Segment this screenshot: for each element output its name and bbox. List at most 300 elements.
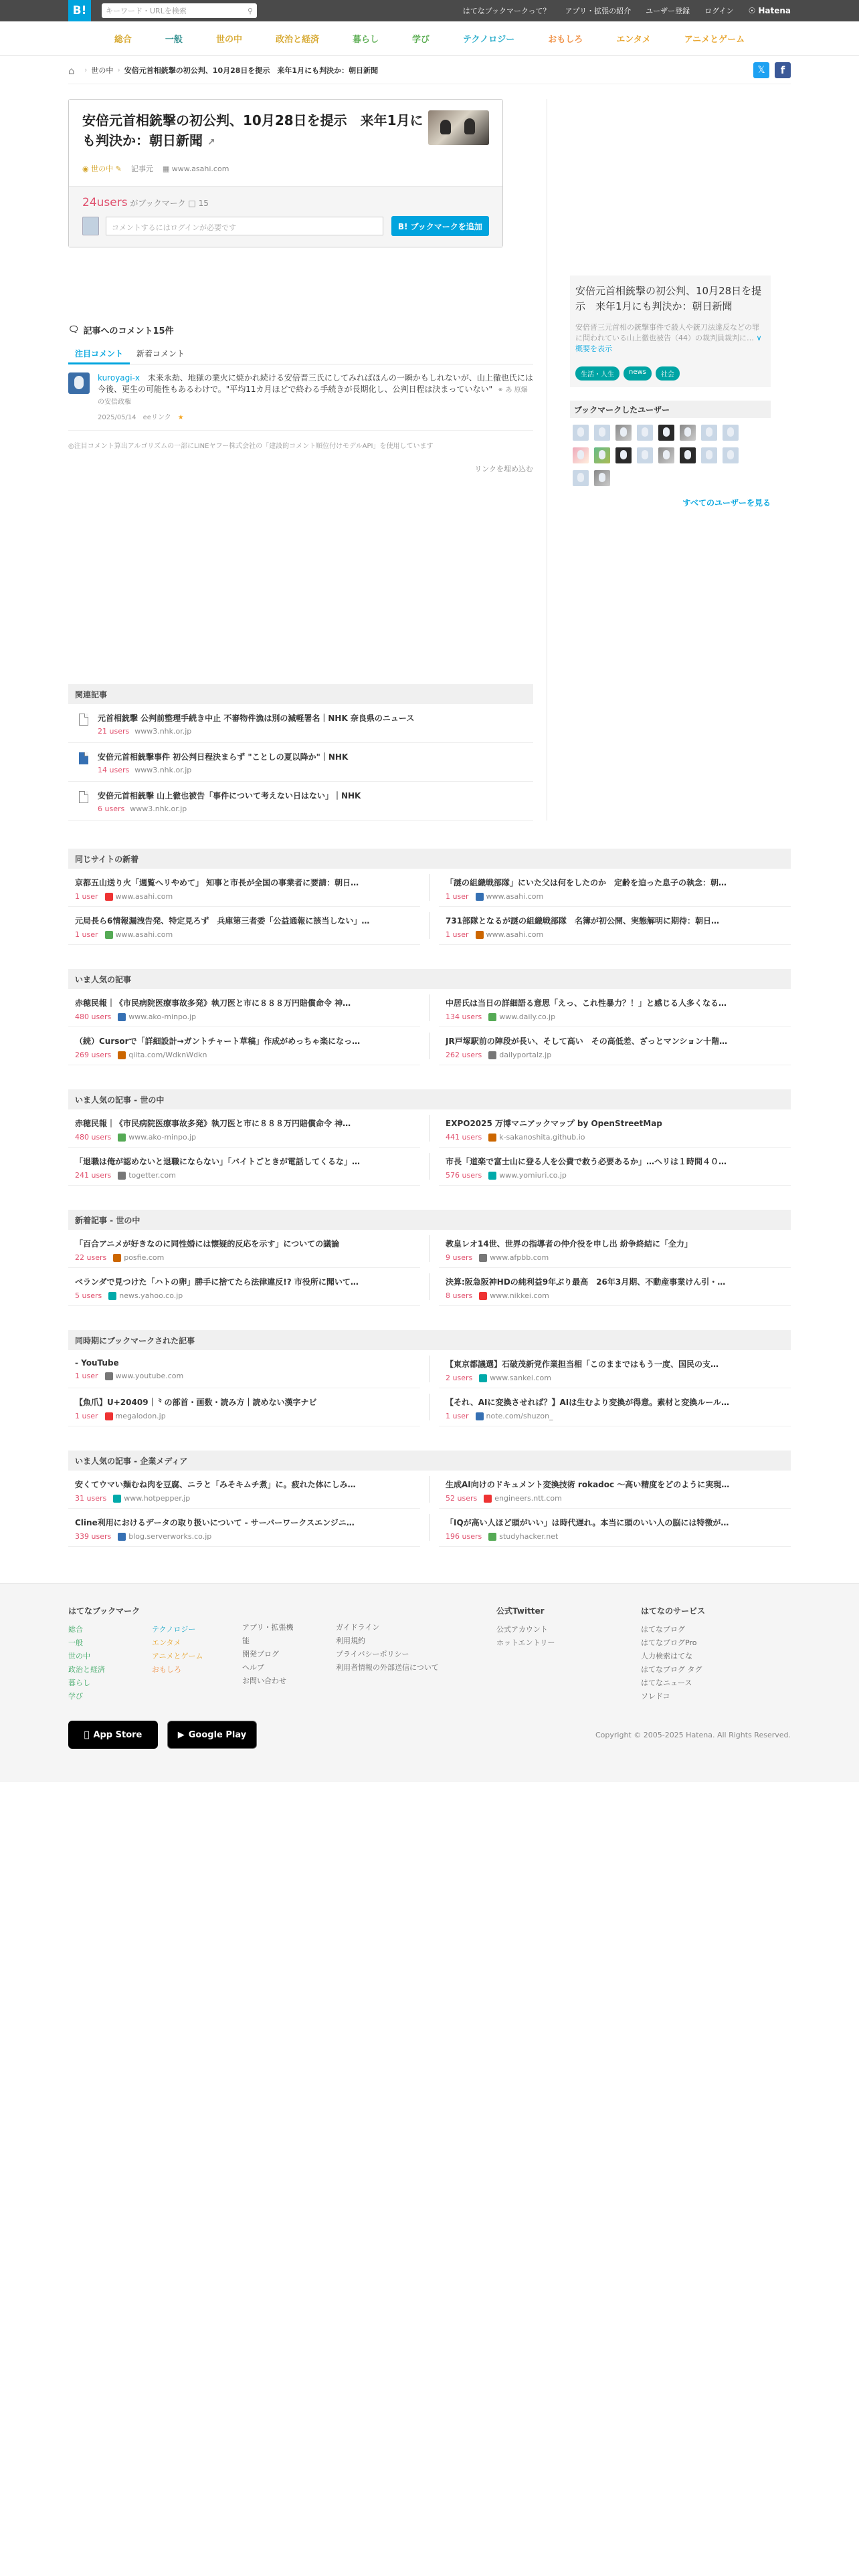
section-heading: いま人気の記事 - 企業メディア (68, 1451, 791, 1471)
nav-item-5[interactable]: 学び (411, 35, 430, 45)
article-domain[interactable]: www.ako-minpo.jp (128, 1133, 197, 1142)
user-avatar-icon[interactable] (594, 470, 610, 486)
favicon-icon (108, 1292, 116, 1300)
article-domain[interactable]: qiita.com/WdknWdkn (128, 1051, 207, 1059)
article-sub (446, 1291, 784, 1300)
article-item[interactable] (439, 1268, 791, 1306)
article-sub (75, 1012, 413, 1021)
article-item[interactable] (439, 1027, 791, 1065)
article-sub (446, 1171, 784, 1180)
nav-item-7[interactable]: おもしろ (548, 35, 583, 45)
article-domain[interactable]: k-sakanoshita.github.io (499, 1133, 585, 1142)
article-domain[interactable]: note.com/shuzon_ (486, 1412, 553, 1420)
section-heading: いま人気の記事 (68, 969, 791, 989)
section-grid (68, 1230, 791, 1306)
article-domain[interactable]: engineers.ntt.com (494, 1494, 562, 1503)
article-users[interactable]: 480 users (75, 1133, 112, 1142)
footer-link[interactable]: おもしろ (152, 1665, 181, 1674)
related-sub (98, 804, 361, 813)
footer-link[interactable]: はてなニュース (641, 1679, 692, 1687)
article-title[interactable]: ベランダで見つけた「ハトの卵」勝手に捨てたら法律違反!? 市役所に聞いて… (75, 1277, 359, 1287)
article-title[interactable]: 赤穂民報｜《市民病院医療事故多発》執刀医と市に８８８万円賠償命令 神… (75, 1119, 351, 1128)
comment-input[interactable]: コメントするにはログインが必要です (106, 217, 383, 235)
related-title[interactable]: 安倍元首相銃撃 山上徹也被告「事件について考えない日はない」｜NHK (98, 791, 361, 800)
article-domain[interactable]: www.asahi.com (115, 930, 173, 939)
related-domain[interactable]: www3.nhk.or.jp (134, 727, 192, 736)
sidebar-entry-desc: 安倍晋三元首相の銃撃事件で殺人や銃刀法違反などの罪に問われている山上徹也被告（44）の裁判員裁判に… ∨ 概要を表示 (575, 323, 762, 353)
nav-item-6[interactable]: テクノロジー (463, 35, 515, 45)
footer-link[interactable]: はてなブログ (641, 1625, 685, 1634)
footer (0, 1583, 859, 1782)
sidebar (570, 99, 771, 821)
related-title[interactable]: 元首相銃撃 公判前整理手続き中止 不審物件漁は別の減軽署名｜NHK 奈良県のニュース (98, 714, 415, 723)
article-users[interactable]: 2 users (446, 1374, 473, 1382)
article-title[interactable]: （続）Cursorで「詳細設計→ガントチャート草稿」作成がめっちゃ楽になっ… (75, 1037, 361, 1046)
article-users[interactable]: 5 users (75, 1291, 102, 1300)
article-users[interactable]: 1 user (446, 930, 469, 939)
article-title[interactable]: 【東京都議選】石破茂新党作業担当相「このままではもう一度、国民の支… (446, 1360, 719, 1369)
article-sub (75, 1291, 413, 1300)
footer-link[interactable]: 政治と経済 (68, 1665, 105, 1674)
article-users[interactable]: 1 user (446, 1412, 469, 1420)
comment-date[interactable]: 2025/05/14 (98, 414, 136, 421)
external-link-icon[interactable]: ↗ (207, 137, 215, 148)
section-block (68, 969, 791, 1065)
article-domain[interactable]: www.asahi.com (486, 930, 544, 939)
article-sub (446, 1494, 784, 1503)
user-avatar-icon[interactable] (594, 425, 610, 441)
article-users[interactable]: 1 user (75, 1372, 98, 1380)
search-placeholder: キーワード・URLを検索 (106, 7, 187, 15)
article-users[interactable]: 52 users (446, 1494, 478, 1503)
tab-new[interactable]: 新着コメント (136, 349, 185, 358)
article-users[interactable]: 262 users (446, 1051, 482, 1059)
article-domain[interactable]: blog.serverworks.co.jp (128, 1532, 212, 1541)
app-store-button[interactable]: App Store (68, 1721, 158, 1749)
footer-link[interactable]: お問い合わせ (242, 1677, 286, 1685)
favicon-icon (476, 893, 484, 901)
entry-box (68, 99, 503, 247)
user-avatar-icon[interactable] (658, 425, 674, 441)
document-icon (79, 714, 88, 726)
tag-pill[interactable]: 生活・人生 (575, 366, 619, 381)
register-link[interactable]: ユーザー登録 (646, 7, 690, 15)
nav-item-1[interactable]: 一般 (165, 35, 183, 45)
related-domain[interactable]: www3.nhk.or.jp (134, 766, 192, 774)
add-bookmark-button[interactable]: B! ブックマークを追加 (391, 216, 489, 236)
article-title[interactable]: JR戸塚駅前の陣段が長い、そして高い その高低差、ざっとマンション十階… (446, 1037, 728, 1046)
entry-thumbnail[interactable] (428, 110, 489, 145)
user-avatar-icon[interactable] (594, 447, 610, 463)
article-item[interactable] (68, 1230, 420, 1268)
entry-domain[interactable]: ▦ www.asahi.com (162, 164, 229, 173)
show-summary-link[interactable]: ∨ 概要を表示 (575, 334, 762, 353)
footer-link[interactable]: 世の中 (68, 1652, 90, 1660)
article-users[interactable]: 441 users (446, 1133, 482, 1142)
home-icon[interactable]: ⌂ (68, 64, 75, 77)
user-avatar-icon[interactable] (680, 425, 696, 441)
article-users[interactable]: 8 users (446, 1291, 473, 1300)
user-avatar-icon[interactable] (723, 447, 739, 463)
related-title[interactable]: 安倍元首相銃撃事件 初公判日程決まらず "ことしの夏以降か"｜NHK (98, 752, 349, 762)
user-avatar-icon[interactable] (701, 425, 717, 441)
article-title[interactable]: 【それ、AIに変換させれば？】AIは生むより変換が得意。素材と変換ルール… (446, 1398, 729, 1407)
article-item[interactable] (68, 1148, 420, 1186)
article-domain[interactable]: www.asahi.com (486, 892, 544, 901)
share-buttons (753, 62, 791, 78)
favicon-icon (488, 1051, 496, 1059)
article-domain[interactable]: www.yomiuri.co.jp (499, 1171, 567, 1180)
footer-link[interactable]: 利用規約 (336, 1636, 365, 1645)
google-play-button[interactable]: ▶ Google Play (167, 1721, 257, 1749)
article-sub (446, 1051, 784, 1059)
related-domain[interactable]: www3.nhk.or.jp (130, 804, 187, 813)
section-grid (68, 989, 791, 1065)
facebook-share-icon[interactable]: f (775, 62, 791, 78)
breadcrumb-title: 安倍元首相銃撃の初公判、10月28日を提示 来年1月にも判決か：朝日新聞 (124, 66, 379, 75)
article-users[interactable]: 1 user (446, 892, 469, 901)
section-block (68, 849, 791, 945)
article-item[interactable] (68, 1109, 420, 1148)
user-avatar-icon[interactable] (637, 425, 653, 441)
footer-link[interactable]: 公式アカウント (496, 1625, 548, 1634)
article-title[interactable]: 教皇レオ14世、世界の指導者の仲介役を申し出 紛争終結に「全力」 (446, 1239, 692, 1249)
sidebar-entry-title[interactable]: 安倍元首相銃撃の初公判、10月28日を提示 来年1月にも判決か：朝日新聞 (575, 285, 762, 312)
article-domain[interactable]: dailyportalz.jp (499, 1051, 552, 1059)
article-sub (446, 1133, 784, 1142)
user-avatar-icon[interactable] (680, 447, 696, 463)
article-sub (75, 1532, 413, 1541)
entry-category[interactable]: ◉ 世の中 ✎ (82, 165, 122, 173)
favicon-icon (118, 1013, 126, 1021)
article-item[interactable] (68, 989, 420, 1027)
footer-link[interactable]: 利用者情報の外部送信について (336, 1663, 439, 1672)
article-item[interactable] (439, 869, 791, 907)
about-link[interactable]: はてなブックマークって？ (462, 7, 551, 15)
favicon-icon (488, 1013, 496, 1021)
article-sub (75, 1051, 413, 1059)
article-domain[interactable]: www.ako-minpo.jp (128, 1012, 197, 1021)
footer-link[interactable]: プライバシーポリシー (336, 1650, 409, 1658)
user-avatar-icon[interactable] (723, 425, 739, 441)
section-block (68, 1451, 791, 1547)
bookmark-count: 24users がブックマーク □ 15 (82, 196, 209, 209)
favicon-icon (479, 1374, 487, 1382)
article-title[interactable]: 安くてウマい麺むね肉を豆腐、ニラと「みそキムチ煮」に。疲れた体にしみ… (75, 1480, 356, 1489)
article-domain[interactable]: www.daily.co.jp (499, 1012, 556, 1021)
comment-user[interactable]: kuroyagi-x (98, 373, 140, 383)
bookmark-area (69, 186, 502, 247)
article-sub (446, 1253, 784, 1262)
algorithm-notice: ◎注目コメント算出アルゴリズムの一部にLINEヤフー株式会社の「建設的コメント順位付けモデルAPI」を使用しています (68, 443, 434, 450)
favicon-icon (488, 1134, 496, 1142)
user-avatar-icon[interactable] (658, 447, 674, 463)
section-heading: 新着記事 - 世の中 (68, 1210, 791, 1230)
play-icon: ▶ (177, 1729, 185, 1740)
article-sub (446, 1412, 784, 1420)
nav-item-3[interactable]: 政治と経済 (275, 35, 319, 45)
article-users[interactable]: 31 users (75, 1494, 107, 1503)
article-item[interactable] (439, 1109, 791, 1148)
comment-link[interactable]: eeリンク (142, 414, 171, 421)
search-icon[interactable]: ⚲ (247, 6, 253, 15)
footer-link[interactable]: 一般 (68, 1638, 83, 1647)
users-count[interactable]: 24users (82, 196, 128, 209)
article-title[interactable]: 731部隊となるが謎の組織戦部隊 名簿が初公開、実態解明に期待：朝日… (446, 916, 720, 926)
article-domain[interactable]: news.yahoo.co.jp (119, 1291, 183, 1300)
article-sub (75, 1412, 413, 1420)
sidebar-entry-card (570, 276, 771, 387)
document-icon (79, 752, 88, 764)
article-item[interactable] (68, 1350, 420, 1388)
article-sub (446, 1012, 784, 1021)
user-avatar-icon[interactable] (615, 447, 632, 463)
user-avatar-icon[interactable] (573, 425, 589, 441)
related-users[interactable]: 14 users (98, 766, 130, 774)
main-column (68, 99, 547, 821)
user-avatar-icon[interactable] (615, 425, 632, 441)
article-item[interactable] (439, 1509, 791, 1547)
favicon-icon (105, 893, 113, 901)
article-users[interactable]: 1 user (75, 1412, 98, 1420)
article-title[interactable]: 【魚爪】U+20409｜⺀の部首・画数・読み方｜読めない漢字ナビ (75, 1398, 317, 1407)
nav-item-8[interactable]: エンタメ (616, 35, 651, 45)
footer-link[interactable]: ヘルプ (242, 1663, 264, 1672)
user-avatar-icon[interactable] (573, 470, 589, 486)
source-label: 記事元 (130, 165, 153, 173)
footer-link[interactable]: 開発ブログ (242, 1650, 279, 1658)
article-item[interactable] (439, 1388, 791, 1426)
related-users[interactable]: 21 users (98, 727, 130, 736)
article-title[interactable]: 中居氏は当日の詳細語る意思「えっ、これ性暴力？！」と感じる人多くなる… (446, 998, 727, 1008)
bookmarked-users-grid (570, 425, 771, 486)
related-item[interactable] (68, 782, 533, 821)
related-heading: 関連記事 (68, 684, 533, 704)
top-bar (0, 0, 859, 21)
favicon-icon (484, 1495, 492, 1503)
twitter-share-icon[interactable]: 𝕏 (753, 62, 769, 78)
article-users[interactable]: 269 users (75, 1051, 112, 1059)
article-domain[interactable]: www.hotpepper.jp (124, 1494, 191, 1503)
nav-item-9[interactable]: アニメとゲーム (684, 35, 745, 45)
footer-link[interactable]: はてなブログPro (641, 1638, 697, 1647)
comments-heading: 🗨 記事へのコメント15件 (68, 325, 174, 336)
article-sub (75, 1494, 413, 1503)
article-users[interactable]: 22 users (75, 1253, 107, 1262)
user-avatar-icon[interactable] (637, 447, 653, 463)
article-title[interactable]: 赤穂民報｜《市民病院医療事故多発》執刀医と市に８８８万円賠償命令 神… (75, 998, 351, 1008)
article-sub (446, 892, 784, 901)
article-title[interactable]: 「退職は俺が認めないと退職にならない」「バイトごときが電話してくるな」… (75, 1157, 361, 1166)
favicon-icon (488, 1172, 496, 1180)
tab-popular[interactable]: 注目コメント (68, 347, 130, 364)
article-sub (446, 1532, 784, 1541)
article-sub (446, 1374, 784, 1382)
favicon-icon (479, 1292, 487, 1300)
article-title[interactable]: 元局長ら6情報漏洩告発、特定見ろず 兵庫第三者委「公益通報に該当しない」… (75, 916, 370, 926)
article-domain[interactable]: togetter.com (128, 1171, 176, 1180)
comment-text: 未来永劫、地獄の業火に焼かれ続ける安倍晋三氏にしてみればほんの一瞬かもしれないが、山上徹也氏には今後、更生の可能性もあるわけで。"平均11カ月ほどで終わる手続きが長期化し、公判日程は決まっていない" (98, 373, 533, 394)
favicon-icon (488, 1533, 496, 1541)
login-link[interactable]: ログイン (704, 7, 734, 15)
document-icon (79, 791, 88, 803)
favicon-icon (476, 931, 484, 939)
hatena-bulb-icon: ☉ (748, 6, 756, 15)
search-input[interactable] (102, 3, 257, 18)
favicon-icon (118, 1051, 126, 1059)
article-title[interactable]: 「謎の組織戦部隊」にいた父は何をしたのか 定齢を迫った息子の執念：朝… (446, 878, 727, 887)
article-item[interactable] (68, 869, 420, 907)
article-item[interactable] (439, 1148, 791, 1186)
favicon-icon (476, 1412, 484, 1420)
article-sub (75, 1253, 413, 1262)
article-users[interactable]: 1 user (75, 892, 98, 901)
footer-link[interactable]: 総合 (68, 1625, 83, 1634)
section-heading: 同時期にブックマークされた記事 (68, 1330, 791, 1350)
category-nav (0, 21, 859, 56)
article-domain[interactable]: www.youtube.com (115, 1372, 184, 1380)
article-domain[interactable]: www.afpbb.com (490, 1253, 549, 1262)
footer-link[interactable]: 学び (68, 1692, 83, 1701)
article-title[interactable]: 京都五山送り火「週覧へリやめて」 知事と市長が全国の事業者に要請：朝日… (75, 878, 359, 887)
section-heading: 同じサイトの新着 (68, 849, 791, 869)
tag-pill[interactable]: news (624, 366, 652, 381)
avatar (82, 217, 99, 235)
top-links (463, 5, 791, 16)
nav-item-0[interactable]: 総合 (114, 35, 132, 45)
article-item[interactable] (68, 1388, 420, 1426)
article-domain[interactable]: www.nikkei.com (490, 1291, 549, 1300)
tag-pill[interactable]: 社会 (656, 366, 680, 381)
article-title[interactable]: EXPO2025 万博マニアックマップ by OpenStreetMap (446, 1119, 662, 1128)
article-item[interactable] (439, 1350, 791, 1388)
user-avatar-icon[interactable] (701, 447, 717, 463)
favicon-icon (113, 1254, 121, 1262)
footer-link[interactable]: 暮らし (68, 1679, 90, 1687)
article-domain[interactable]: www.sankei.com (490, 1374, 551, 1382)
article-users[interactable]: 9 users (446, 1253, 473, 1262)
sidebar-tags (575, 366, 765, 381)
article-users[interactable]: 134 users (446, 1012, 482, 1021)
footer-title-twitter: 公式Twitter (496, 1606, 545, 1616)
favicon-icon (118, 1533, 126, 1541)
article-sub (446, 930, 784, 939)
related-articles (68, 684, 533, 821)
apps-link[interactable]: アプリ・拡張の紹介 (565, 7, 632, 15)
article-item[interactable] (68, 1509, 420, 1547)
article-item[interactable] (68, 907, 420, 945)
article-item[interactable] (439, 1230, 791, 1268)
comment-count: 15 (198, 199, 209, 208)
all-users-link[interactable]: すべてのユーザーを見る (682, 498, 771, 508)
article-title[interactable]: 決算:阪急阪神HDの純利益9年ぶり最高 26年3月期、不動産事業けん引・… (446, 1277, 726, 1287)
related-item[interactable] (68, 704, 533, 743)
related-item[interactable] (68, 743, 533, 782)
footer-title-hatebu: はてなブックマーク (68, 1606, 140, 1616)
nav-item-4[interactable]: 暮らし (352, 35, 379, 45)
section-block (68, 1089, 791, 1186)
hatebu-logo[interactable]: B! (68, 0, 91, 21)
article-users[interactable]: 241 users (75, 1171, 112, 1180)
footer-link[interactable]: エンタメ (152, 1638, 181, 1647)
article-title[interactable]: 「IQが高い人ほど頭がいい」は時代遅れ。本当に頭のいい人の脳には特徴が… (446, 1518, 729, 1527)
footer-link[interactable]: ホットエントリー (496, 1638, 555, 1647)
favicon-icon (105, 1412, 113, 1420)
section-block (68, 1330, 791, 1426)
comment-tags[interactable]: ⚭ あ 原爆の安倍政権 (98, 387, 528, 406)
article-title[interactable]: 市長「道楽で富士山に登る人を公費で救う必要あるか」…ヘリは１時間４０… (446, 1157, 727, 1166)
breadcrumb-category[interactable]: 世の中 (91, 66, 114, 75)
footer-link[interactable]: テクノロジー (152, 1625, 196, 1634)
article-domain[interactable]: www.asahi.com (115, 892, 173, 901)
article-item[interactable] (68, 1027, 420, 1065)
article-sub (75, 930, 413, 939)
favicon-icon (118, 1172, 126, 1180)
embed-link[interactable]: リンクを埋め込む (474, 465, 533, 473)
article-users[interactable]: 196 users (446, 1532, 482, 1541)
footer-link[interactable]: ガイドライン (336, 1623, 380, 1632)
article-item[interactable] (439, 1471, 791, 1509)
article-domain[interactable]: studyhacker.net (499, 1532, 559, 1541)
entry-title[interactable]: 安倍元首相銃撃の初公判、10月28日を提示 来年1月にも判決か：朝日新聞 ↗ (82, 112, 423, 148)
hatena-logo[interactable]: ☉ Hatena (748, 6, 791, 15)
section-grid (68, 1471, 791, 1547)
footer-link[interactable]: 人力検索はてな (641, 1652, 692, 1660)
comment-tabs (68, 347, 533, 364)
article-sub (75, 1372, 413, 1380)
footer-title-services: はてなのサービス (641, 1606, 706, 1616)
star-icon[interactable]: ★ (177, 414, 184, 421)
section-grid (68, 869, 791, 945)
footer-link[interactable]: アプリ・拡張機能 (242, 1623, 294, 1645)
user-avatar-icon[interactable] (573, 447, 589, 463)
section-grid (68, 1109, 791, 1186)
article-users[interactable]: 480 users (75, 1012, 112, 1021)
article-title[interactable]: 生成AI向けのドキュメント変換技術 rokadoc 〜高い精度をどのように実現… (446, 1480, 730, 1489)
article-title[interactable]: Cline利用におけるデータの取り扱いについて - サーバーワークスエンジニ… (75, 1518, 355, 1527)
article-item[interactable] (68, 1268, 420, 1306)
section-grid (68, 1350, 791, 1426)
article-users[interactable]: 576 users (446, 1171, 482, 1180)
edit-icon: ✎ (115, 165, 122, 173)
article-domain[interactable]: megalodon.jp (115, 1412, 166, 1420)
breadcrumb: ⌂ › 世の中 › 安倍元首相銃撃の初公判、10月28日を提示 来年1月にも判決か：朝日新聞 𝕏 f (68, 56, 791, 84)
nav-item-2[interactable]: 世の中 (215, 35, 242, 45)
footer-link[interactable]: ソレドコ (641, 1692, 670, 1701)
article-title[interactable]: - YouTube (75, 1358, 119, 1368)
article-users[interactable]: 1 user (75, 930, 98, 939)
apple-icon (84, 1730, 90, 1740)
footer-link[interactable]: アニメとゲーム (152, 1652, 203, 1660)
article-sub (75, 892, 413, 901)
article-users[interactable]: 339 users (75, 1532, 112, 1541)
related-sub (98, 727, 414, 736)
user-avatar[interactable] (68, 372, 90, 394)
footer-link[interactable]: はてなブログ タグ (641, 1665, 702, 1674)
related-users[interactable]: 6 users (98, 804, 125, 813)
bookmarked-users-heading: ブックマークしたユーザー (570, 401, 771, 418)
section-heading: いま人気の記事 - 世の中 (68, 1089, 791, 1109)
favicon-icon (105, 1372, 113, 1380)
favicon-icon (105, 931, 113, 939)
article-title[interactable]: 「百合アニメが好きなのに同性婚には懐疑的反応を示す」についての議論 (75, 1239, 340, 1249)
article-item[interactable] (439, 907, 791, 945)
article-item[interactable] (68, 1471, 420, 1509)
article-domain[interactable]: posfie.com (124, 1253, 165, 1262)
section-block (68, 1210, 791, 1306)
entry-meta (69, 163, 502, 186)
article-item[interactable] (439, 989, 791, 1027)
